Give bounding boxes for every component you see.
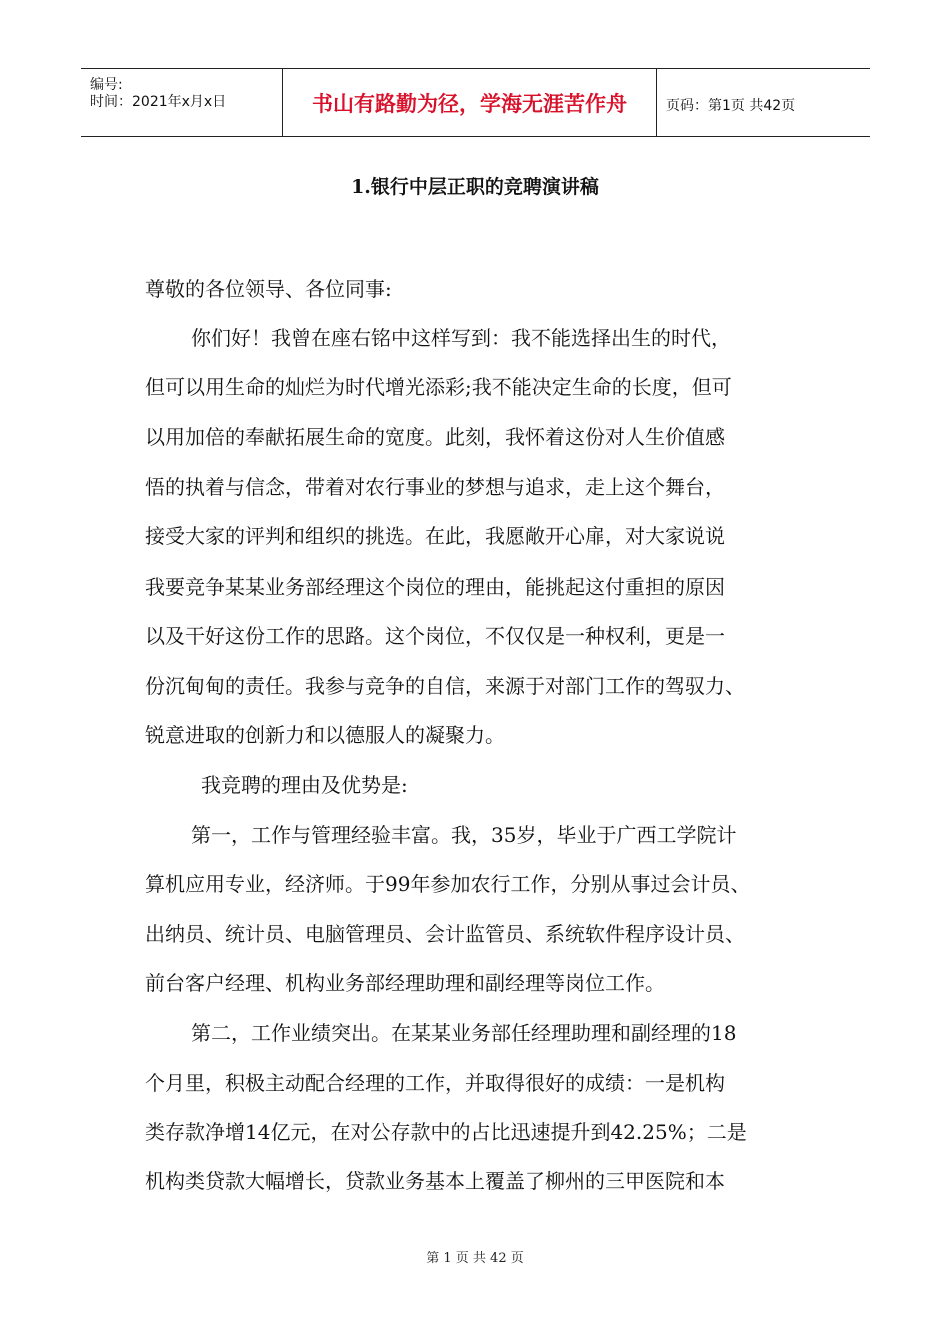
body-line: 我要竞争某某业务部经理这个岗位的理由，能挑起这付重担的原因 — [145, 575, 725, 599]
body-line: 但可以用生命的灿烂为时代增光添彩;我不能决定生命的长度，但可 — [145, 375, 732, 399]
body-line: 第二，工作业绩突出。在某某业务部任经理助理和副经理的18 — [191, 1021, 737, 1045]
page-footer: 第 1 页 共 42 页 — [426, 1251, 524, 1266]
body-line: 第一，工作与管理经验丰富。我，35岁，毕业于广西工学院计 — [191, 823, 737, 847]
document-title: 1.银行中层正职的竞聘演讲稿 — [351, 176, 599, 198]
body-line: 算机应用专业，经济师。于99年参加农行工作，分别从事过会计员、 — [145, 872, 751, 896]
header-bottom-rule — [81, 136, 870, 137]
body-line: 出纳员、统计员、电脑管理员、会计监管员、系统软件程序设计员、 — [145, 922, 745, 946]
body-line: 个月里，积极主动配合经理的工作，并取得很好的成绩：一是机构 — [145, 1071, 725, 1095]
page-indicator: 页码：第1页 共42页 — [666, 98, 796, 114]
body-line: 类存款净增14亿元，在对公存款中的占比迅速提升到42.25%；二是 — [145, 1120, 747, 1144]
body-line: 前台客户经理、机构业务部经理助理和副经理等岗位工作。 — [145, 971, 665, 995]
body-line: 以及干好这份工作的思路。这个岗位，不仅仅是一种权利，更是一 — [145, 624, 725, 648]
body-line: 接受大家的评判和组织的挑选。在此，我愿敞开心扉，对大家说说 — [145, 524, 725, 548]
body-line: 尊敬的各位领导、各位同事: — [145, 277, 392, 301]
document-number-label: 编号: — [90, 77, 123, 93]
header-divider-right — [656, 69, 657, 136]
body-line: 机构类贷款大幅增长，贷款业务基本上覆盖了柳州的三甲医院和本 — [145, 1169, 725, 1193]
body-line: 你们好！我曾在座右铭中这样写到：我不能选择出生的时代， — [191, 326, 731, 350]
body-line: 以用加倍的奉献拓展生命的宽度。此刻，我怀着这份对人生价值感 — [145, 425, 725, 449]
body-line: 我竞聘的理由及优势是: — [201, 773, 408, 797]
header-motto: 书山有路勤为径，学海无涯苦作舟 — [312, 91, 627, 116]
body-line: 悟的执着与信念，带着对农行事业的梦想与追求，走上这个舞台， — [145, 475, 725, 499]
body-line: 份沉甸甸的责任。我参与竞争的自信，来源于对部门工作的驾驭力、 — [145, 674, 745, 698]
document-date-label: 时间：2021年x月x日 — [90, 94, 227, 110]
body-line: 锐意进取的创新力和以德服人的凝聚力。 — [145, 723, 505, 747]
